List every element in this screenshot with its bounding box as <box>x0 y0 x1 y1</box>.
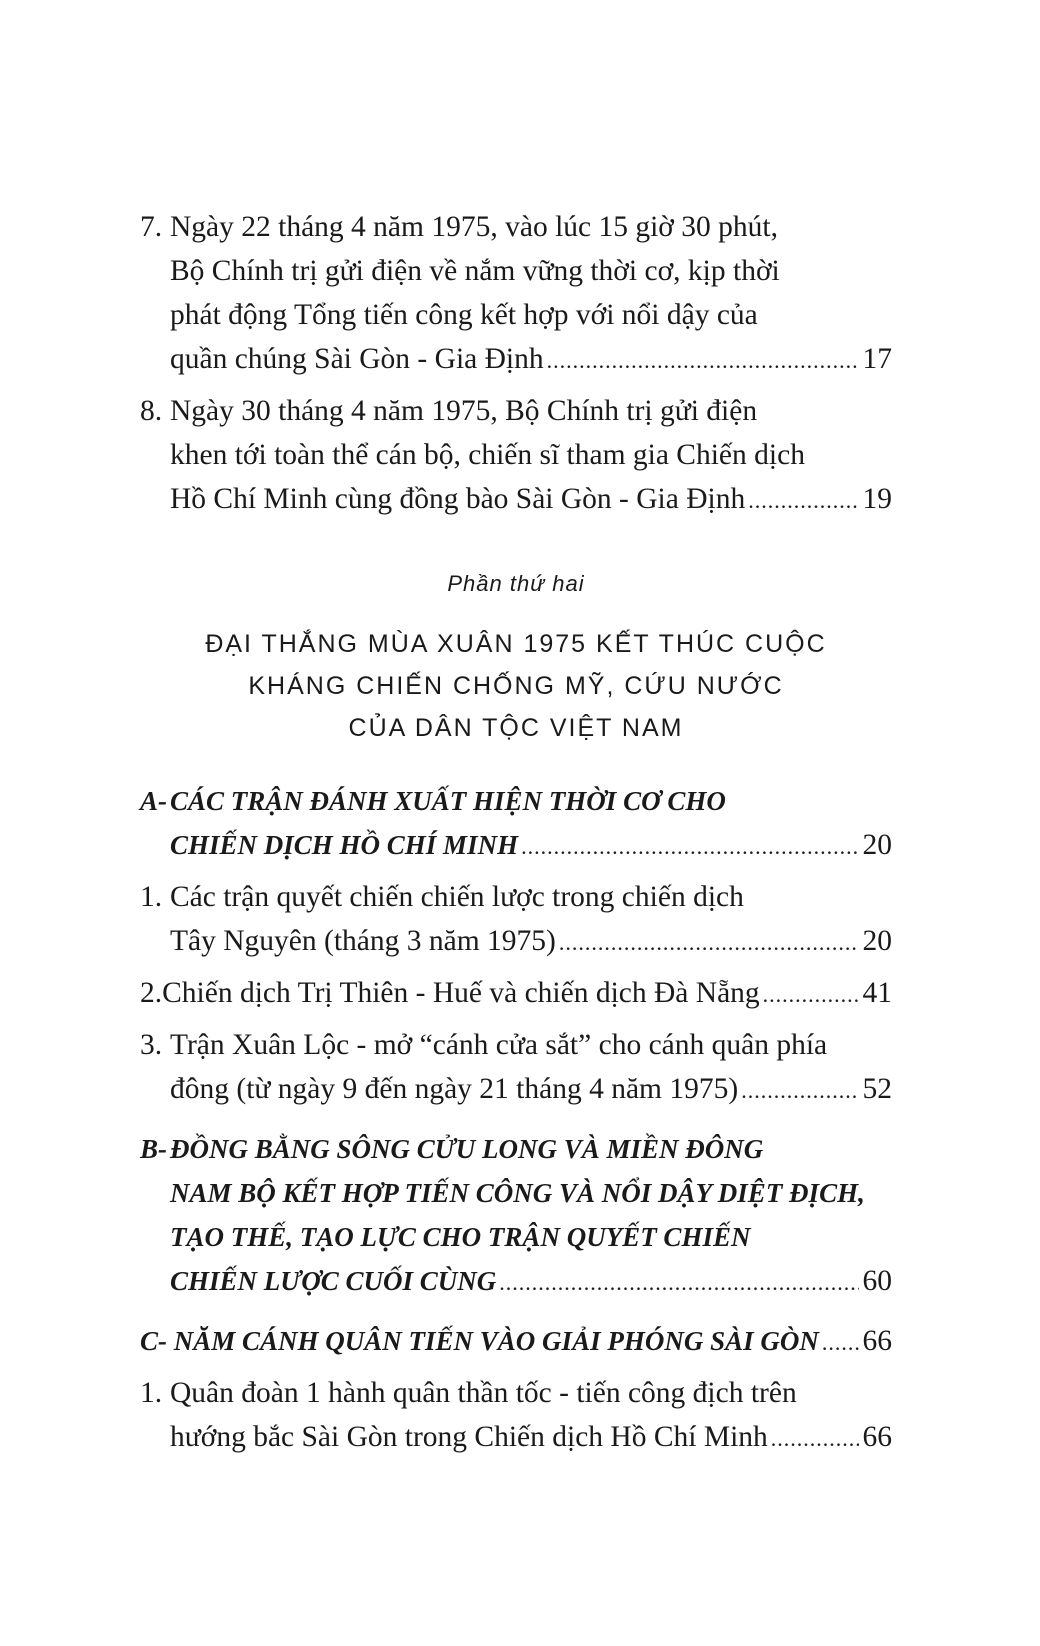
dot-leader <box>521 825 858 869</box>
section-letter: A- <box>140 786 167 816</box>
part-title-line: KHÁNG CHIẾN CHỐNG MỸ, CỨU NƯỚC <box>248 672 784 700</box>
page-number: 19 <box>862 483 892 515</box>
dot-leader <box>547 339 859 383</box>
entry-text: phát động Tổng tiến công kết hợp với nổi dậy của <box>170 299 758 331</box>
entry-number: 1. <box>140 1377 163 1409</box>
toc-entry-a2[interactable] <box>140 971 892 1017</box>
dot-leader <box>822 1321 859 1365</box>
toc-last-line <box>140 823 892 869</box>
toc-last-line <box>140 919 892 965</box>
entry-text: đông (từ ngày 9 đến ngày 21 tháng 4 năm 1975) <box>170 1073 739 1105</box>
page-number: 66 <box>862 1325 892 1357</box>
toc-line <box>140 1371 892 1415</box>
entry-text: hướng bắc Sài Gòn trong Chiến dịch Hồ Chí Minh <box>170 1421 768 1453</box>
toc-last-line <box>140 971 892 1017</box>
entry-text: Bộ Chính trị gửi điện về nắm vững thời cơ, kịp thời <box>170 255 780 287</box>
part-title-line: ĐẠI THẮNG MÙA XUÂN 1975 KẾT THÚC CUỘC <box>205 630 827 658</box>
entry-text: Quân đoàn 1 hành quân thần tốc - tiến công địch trên <box>170 1377 797 1409</box>
dot-leader <box>741 1069 858 1113</box>
toc-last-line <box>140 1067 892 1113</box>
toc-entry-a3[interactable] <box>140 1023 892 1113</box>
section-text: NAM BỘ KẾT HỢP TIẾN CÔNG VÀ NỔI DẬY DIỆT ĐỊCH, <box>170 1178 865 1208</box>
section-text: CÁC TRẬN ĐÁNH XUẤT HIỆN THỜI CƠ CHO <box>170 786 726 816</box>
toc-line <box>140 779 892 823</box>
dot-leader <box>748 479 858 523</box>
section-text: ĐỒNG BẰNG SÔNG CỬU LONG VÀ MIỀN ĐÔNG <box>170 1134 764 1164</box>
page-number: 66 <box>862 1421 892 1453</box>
page-number: 41 <box>862 977 892 1009</box>
section-text: TẠO THẾ, TẠO LỰC CHO TRẬN QUYẾT CHIẾN <box>170 1222 751 1252</box>
entry-text: Chiến dịch Trị Thiên - Huế và chiến dịch Đà Nẵng <box>162 977 760 1009</box>
section-letter: B- <box>140 1134 167 1164</box>
entry-text: quần chúng Sài Gòn - Gia Định <box>170 343 544 375</box>
entry-text: Tây Nguyên (tháng 3 năm 1975) <box>170 925 556 957</box>
page-number: 17 <box>862 343 892 375</box>
toc-last-line <box>140 477 892 523</box>
toc-entry-8[interactable] <box>140 389 892 523</box>
entry-number: 1. <box>140 881 163 913</box>
dot-leader <box>771 1417 859 1461</box>
toc-line <box>140 1023 892 1067</box>
toc-last-line <box>140 1415 892 1461</box>
toc-last-line <box>140 1259 892 1305</box>
toc-entry-7[interactable] <box>140 205 892 383</box>
dot-leader <box>763 973 859 1017</box>
entry-text: Trận Xuân Lộc - mở “cánh cửa sắt” cho cánh quân phía <box>170 1029 828 1061</box>
entry-number: 3. <box>140 1029 163 1061</box>
toc-section-a[interactable] <box>140 779 892 869</box>
entry-text: khen tới toàn thể cán bộ, chiến sĩ tham gia Chiến dịch <box>170 439 805 471</box>
section-text: CHIẾN LƯỢC CUỐI CÙNG <box>170 1266 497 1296</box>
toc-line <box>140 1127 892 1171</box>
toc-line <box>140 389 892 433</box>
entry-text: Hồ Chí Minh cùng đồng bào Sài Gòn - Gia Định <box>170 483 746 515</box>
part-title-line: CỦA DÂN TỘC VIỆT NAM <box>348 714 684 742</box>
dot-leader <box>559 921 859 965</box>
toc-entry-a1[interactable] <box>140 875 892 965</box>
entry-number: 2. <box>140 977 163 1009</box>
section-text: CHIẾN DỊCH HỒ CHÍ MINH <box>170 830 519 860</box>
entry-text: Các trận quyết chiến chiến lược trong chiến dịch <box>170 881 744 913</box>
entry-text: Ngày 22 tháng 4 năm 1975, vào lúc 15 giờ 30 phút, <box>170 211 778 243</box>
entry-text: Ngày 30 tháng 4 năm 1975, Bộ Chính trị gửi điện <box>170 395 758 427</box>
toc-entry-c1[interactable] <box>140 1371 892 1461</box>
toc-line <box>140 205 892 249</box>
toc-last-line <box>140 1319 892 1365</box>
part-label: Phần thứ hai <box>447 571 585 596</box>
table-of-contents <box>140 205 892 1461</box>
dot-leader <box>499 1261 858 1305</box>
section-text: C- NĂM CÁNH QUÂN TIẾN VÀO GIẢI PHÓNG SÀI GÒN <box>140 1326 819 1356</box>
toc-section-b[interactable] <box>140 1127 892 1305</box>
page-number: 20 <box>862 829 892 861</box>
entry-number: 7. <box>140 211 163 243</box>
page-number: 52 <box>862 1073 892 1105</box>
part-title <box>140 623 892 749</box>
page-number: 60 <box>862 1265 892 1297</box>
page-number: 20 <box>862 925 892 957</box>
toc-line <box>140 875 892 919</box>
toc-last-line <box>140 337 892 383</box>
toc-section-c[interactable] <box>140 1319 892 1365</box>
entry-number: 8. <box>140 395 163 427</box>
